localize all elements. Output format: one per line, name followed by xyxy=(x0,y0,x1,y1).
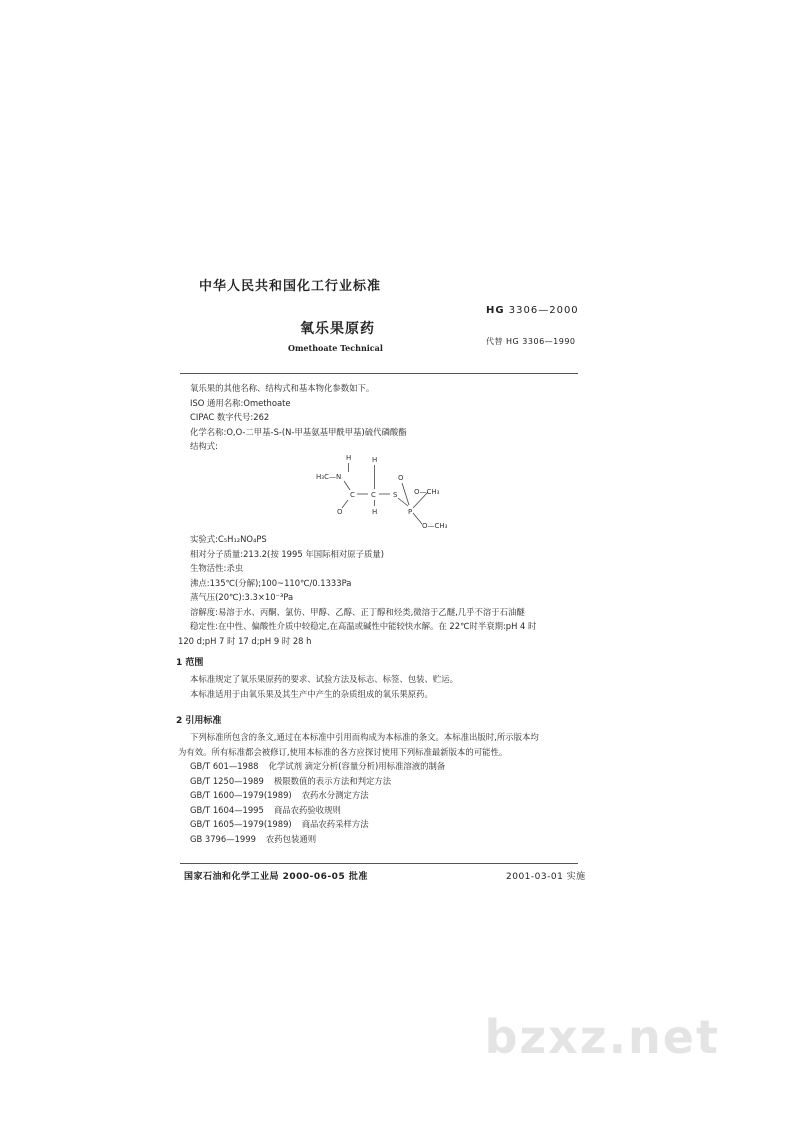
reference-item xyxy=(190,774,539,789)
implementation-date: 2001-03-01 实施 xyxy=(506,872,586,882)
reference-item xyxy=(190,832,539,847)
reference-title: 农药包装通则 xyxy=(265,833,317,844)
intro-line: ISO 通用名称:Omethoate xyxy=(190,397,291,408)
h-upper-label: H xyxy=(372,456,378,464)
carbonyl-c-label: C xyxy=(350,491,355,499)
carbonyl-o-label: O xyxy=(337,508,343,516)
sulfur-label: S xyxy=(393,491,398,499)
property-line: 生物活性:杀虫 xyxy=(190,563,244,573)
phosphoryl-o-label: O xyxy=(398,474,404,482)
reference-code: GB 3796—1999 xyxy=(190,833,256,844)
section1-body xyxy=(190,672,458,701)
property-line: 120 d;pH 7 时 17 d;pH 9 时 28 h xyxy=(178,635,312,646)
section2-line: 下列标准所包含的条文,通过在本标准中引用而构成为本标准的条文。本标准出版时,所示版本均 xyxy=(190,732,539,742)
header-rule xyxy=(180,373,578,374)
reference-title: 商品农药验收规则 xyxy=(273,804,341,815)
section1-heading: 1 范围 xyxy=(176,658,204,668)
watermark: bzxz.net xyxy=(484,1010,720,1064)
structural-formula xyxy=(310,450,470,535)
methoxy-upper-label: O—CH₃ xyxy=(414,488,440,496)
methylamine-label: H₃C—N xyxy=(316,473,342,481)
methylene-c-label: C xyxy=(371,491,376,499)
property-line: 蒸气压(20℃):3.3×10⁻³Pa xyxy=(190,592,294,602)
intro-block xyxy=(190,381,407,454)
section2-line: 为有效。所有标准都会被修订,使用本标准的各方应探讨使用下列标准最新版本的可能性。 xyxy=(178,746,508,757)
property-line: 相对分子质量:213.2(按 1995 年国际相对原子质量) xyxy=(190,548,384,559)
property-line: 沸点:135℃(分解);100~110℃/0.1333Pa xyxy=(190,577,352,588)
phosphorus-label: P xyxy=(408,508,413,516)
document-title: 氧乐果原药 xyxy=(300,321,375,337)
intro-line: CIPAC 数字代号:262 xyxy=(190,412,270,422)
reference-code: GB/T 1604—1995 xyxy=(190,804,264,815)
standard-prefix: HG xyxy=(486,305,505,316)
org-title: 中华人民共和国化工行业标准 xyxy=(198,279,381,294)
reference-title: 商品农药采样方法 xyxy=(301,819,369,829)
reference-title: 农药水分测定方法 xyxy=(301,790,369,800)
footer-rule xyxy=(180,863,578,864)
standard-number-value: 3306—2000 xyxy=(508,305,579,316)
section2-heading: 2 引用标准 xyxy=(176,716,222,726)
reference-item xyxy=(190,803,539,818)
properties-block xyxy=(178,532,537,648)
h-bottom-label: H xyxy=(372,508,378,516)
h-top-label: H xyxy=(346,454,352,462)
section1-line: 本标准适用于由氧乐果及其生产中产生的杂质组成的氧乐果原药。 xyxy=(190,688,433,699)
section2-body xyxy=(178,730,539,846)
reference-code: GB/T 1605—1979(1989) xyxy=(190,819,292,829)
property-line: 实验式:C₅H₁₂NO₄PS xyxy=(190,534,267,544)
reference-item xyxy=(190,759,539,774)
intro-line: 氧乐果的其他名称、结构式和基本物化参数如下。 xyxy=(190,383,375,393)
intro-line: 结构式: xyxy=(190,441,218,451)
methoxy-lower-label: O—CH₃ xyxy=(422,522,448,530)
reference-title: 极限数值的表示方法和判定方法 xyxy=(273,775,392,786)
intro-line: 化学名称:O,O-二甲基-S-(N-甲基氨基甲酰甲基)硫代磷酸酯 xyxy=(190,426,407,437)
reference-item xyxy=(190,817,539,832)
approval-date: 国家石油和化学工业局 2000-06-05 批准 xyxy=(184,872,368,882)
reference-item xyxy=(190,788,539,803)
document-title-en: Omethoate Technical xyxy=(288,343,383,353)
reference-code: GB/T 1250—1989 xyxy=(190,775,264,786)
property-line: 稳定性:在中性、偏酸性介质中较稳定,在高温或碱性中能较快水解。在 22℃时半衰期:pH 4 时 xyxy=(190,621,537,631)
reference-title: 化学试剂 滴定分析(容量分析)用标准溶液的制备 xyxy=(268,761,446,771)
replaces-note: 代替 HG 3306—1990 xyxy=(486,337,576,346)
reference-code: GB/T 601—1988 xyxy=(190,761,259,771)
standard-number xyxy=(486,305,579,316)
section1-line: 本标准规定了氧乐果原药的要求、试验方法及标志、标签、包装、贮运。 xyxy=(190,674,458,684)
property-line: 溶解度:易溶于水、丙酮、氯仿、甲醇、乙醇、正丁醇和烃类,微溶于乙醚,几乎不溶于石油醚 xyxy=(190,606,525,617)
reference-code: GB/T 1600—1979(1989) xyxy=(190,790,292,800)
